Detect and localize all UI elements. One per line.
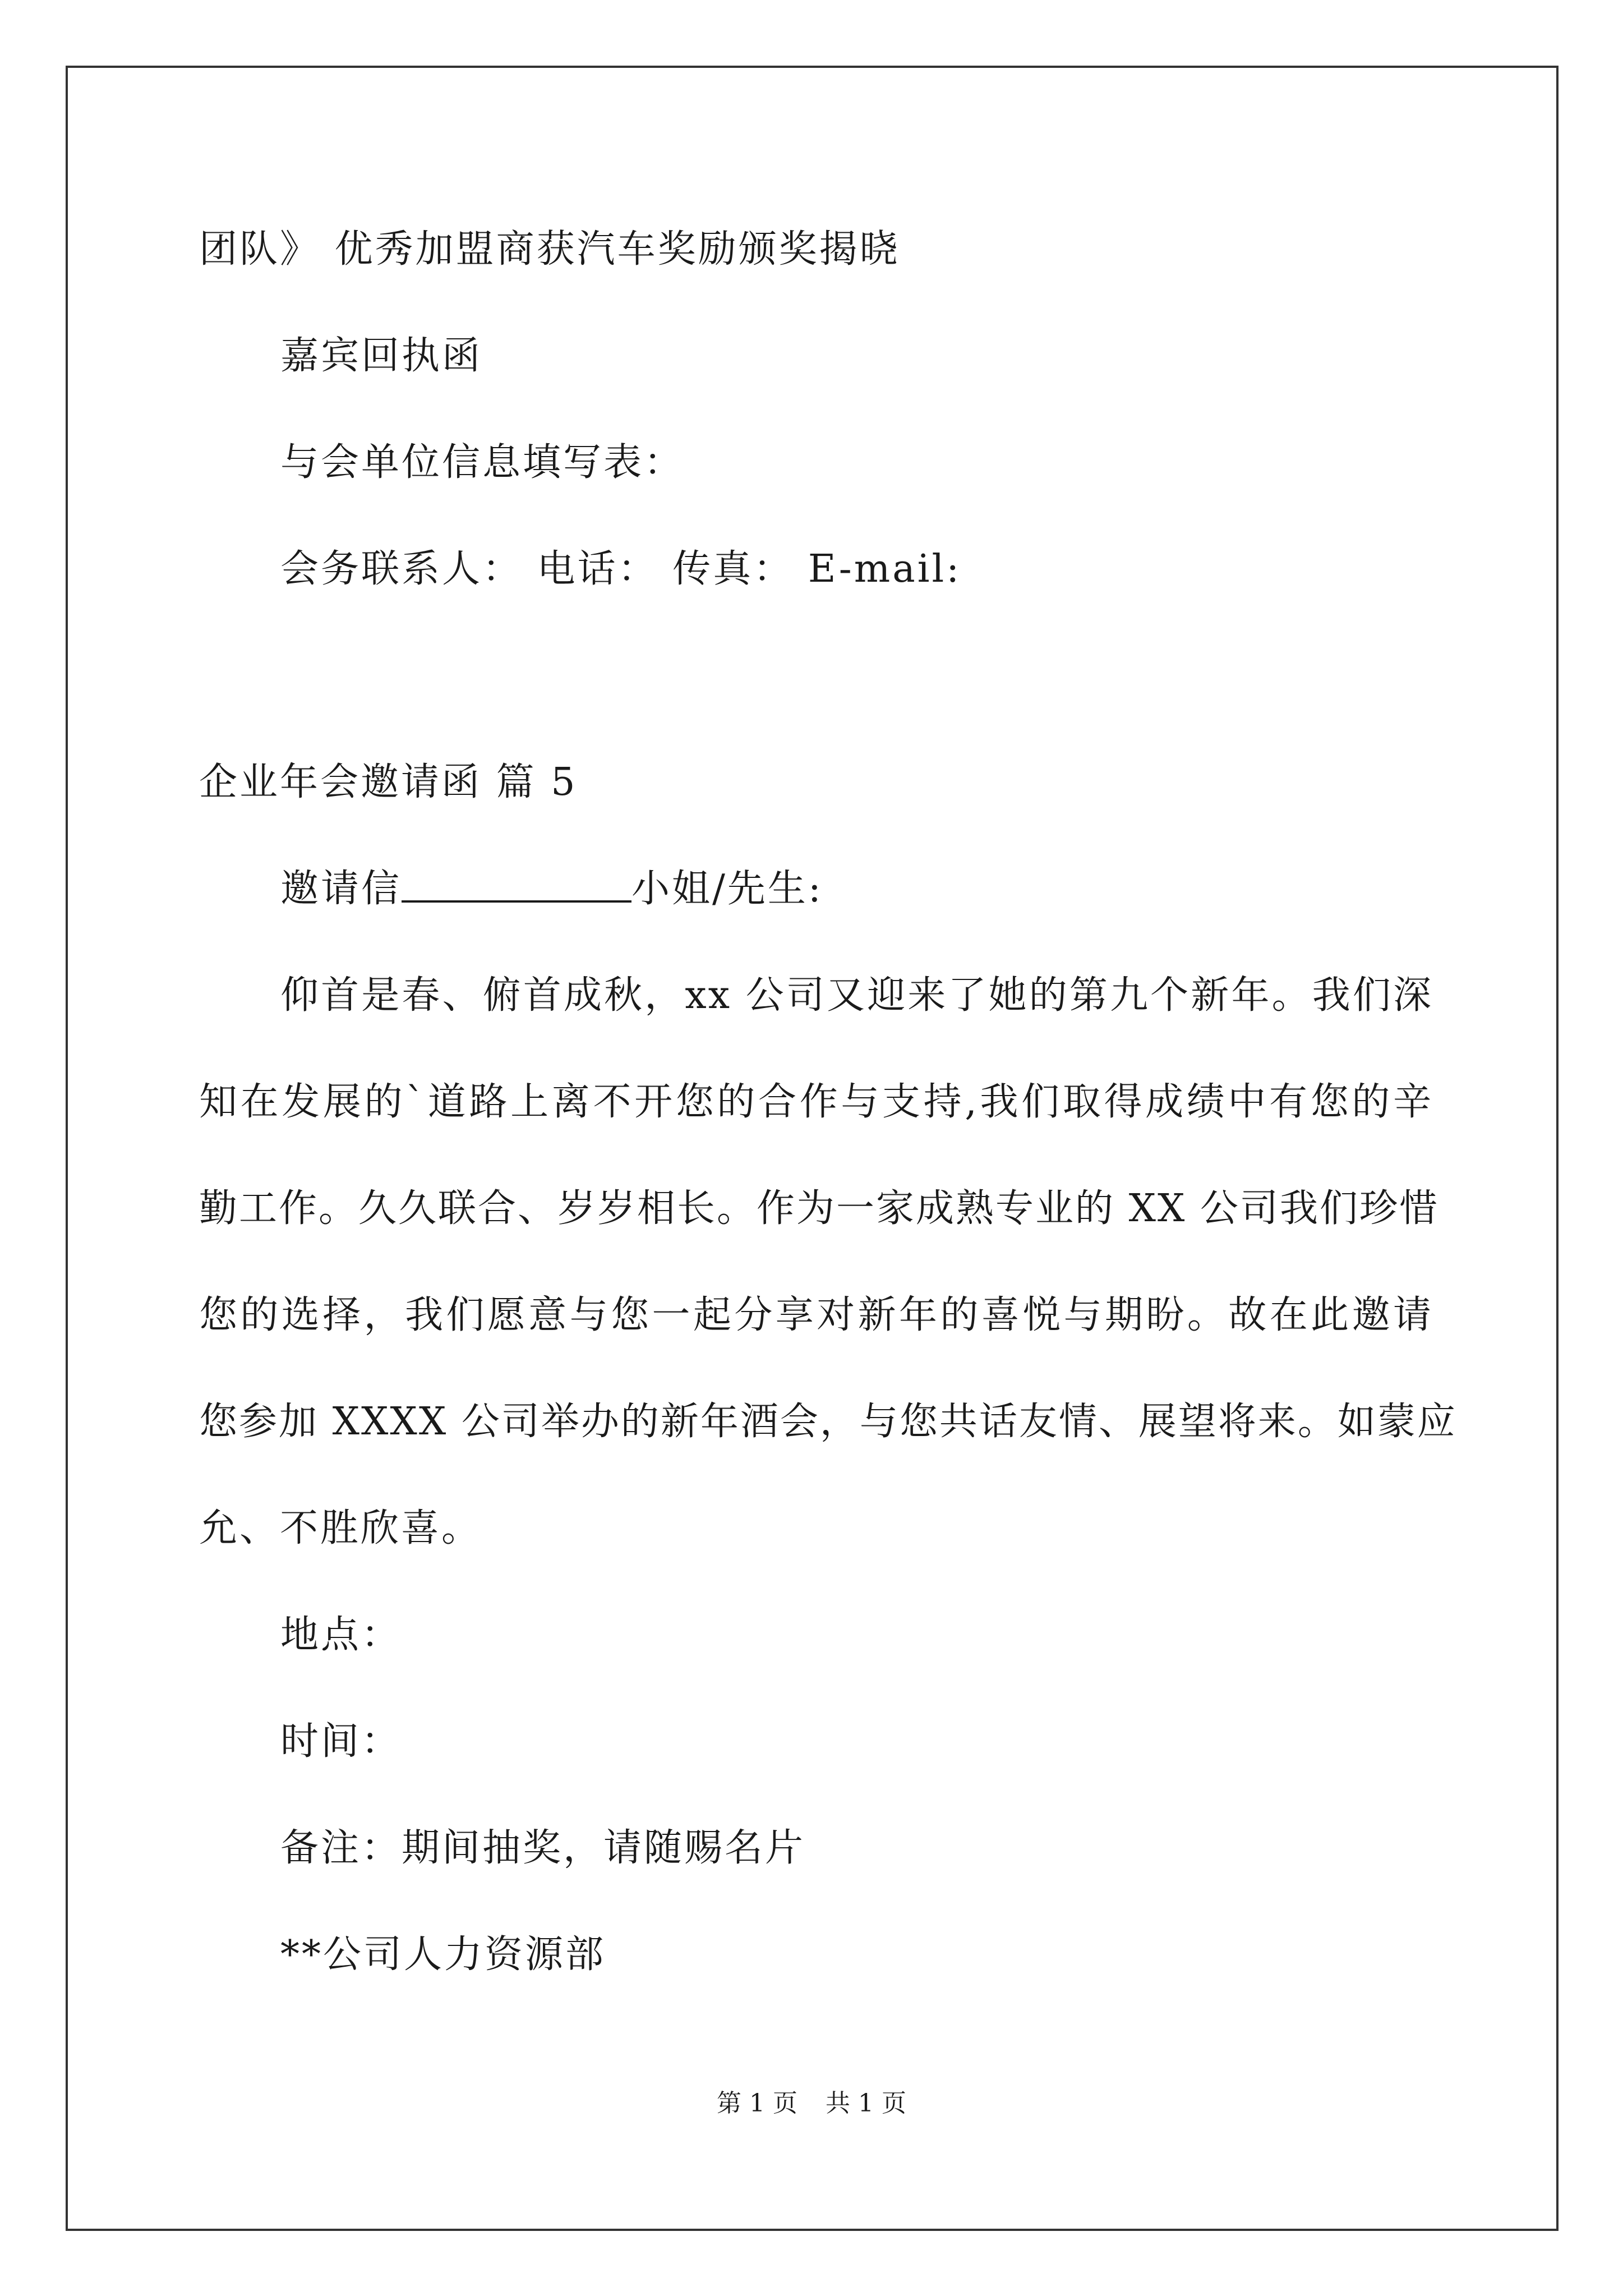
paragraph-line-5: 您参加 XXXX 公司举办的新年酒会，与您共话友情、展望将来。如蒙应 [199,1400,1457,1444]
salutation-line [280,861,823,917]
text-line-guest-reply: 嘉宾回执函 [280,334,483,378]
signature-line: **公司人力资源部 [280,1932,606,1977]
salutation-suffix: 小姐/先生: [631,867,823,911]
name-blank [402,898,631,903]
text-line-team-award: 团队》 优秀加盟商获汽车奖励颁奖揭晓 [199,227,900,272]
page-footer [0,2087,1623,2120]
page-number: 第 1 页 [717,2089,797,2118]
text-line-unit-info-form: 与会单位信息填写表： [280,440,685,485]
paragraph-line-2: 知在发展的`道路上离不开您的合作与支持,我们取得成绩中有您的辛 [199,1080,1433,1124]
paragraph-line-4: 您的选择，我们愿意与您一起分享对新年的喜悦与期盼。故在此邀请 [199,1293,1433,1337]
salutation-prefix: 邀请信 [280,867,402,911]
page-total: 共 1 页 [826,2089,906,2118]
paragraph-line-1: 仰首是春、俯首成秋，xx 公司又迎来了她的第九个新年。我们深 [280,973,1433,1018]
page-border [66,66,1559,2231]
text-line-contact-fields: 会务联系人： 电话： 传真： E-mail: [280,547,962,591]
paragraph-line-3: 勤工作。久久联合、岁岁相长。作为一家成熟专业的 XX 公司我们珍惜 [199,1186,1440,1231]
location-label: 地点： [280,1613,402,1657]
remark-line: 备注：期间抽奖，请随赐名片 [280,1826,806,1870]
paragraph-line-6: 允、不胜欣喜。 [199,1506,482,1550]
time-label: 时间： [280,1719,402,1764]
section-heading: 企业年会邀请函 篇 5 [199,760,578,804]
